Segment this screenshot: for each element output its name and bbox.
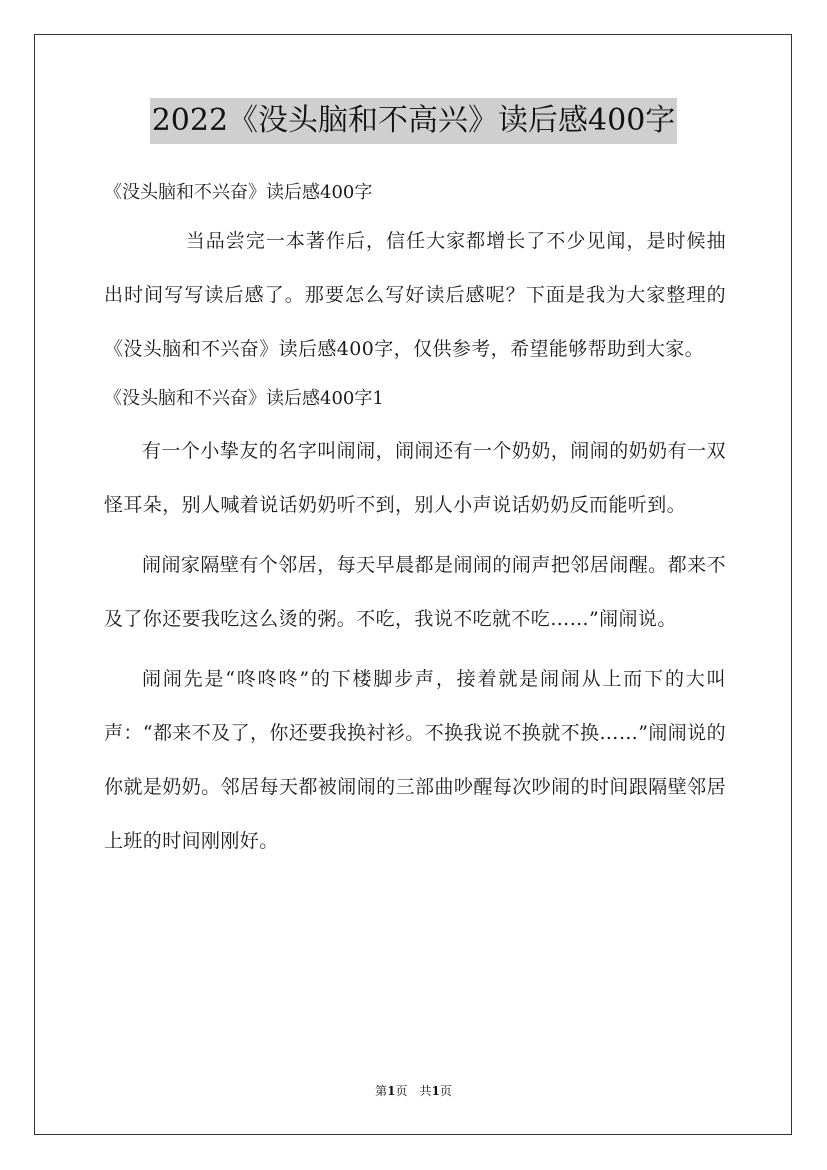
document-body	[104, 172, 726, 868]
page-number: 1	[387, 1084, 396, 1098]
page-label-mid: 页 共	[395, 1084, 432, 1098]
page-label-suffix: 页	[439, 1084, 452, 1098]
document-title: 2022《没头脑和不高兴》读后感400字	[150, 98, 678, 144]
body-paragraph: 闹闹先是“咚咚咚”的下楼脚步声，接着就是闹闹从上而下的大叫声：“都来不及了，你还要我换衬衫。不换我说不换就不换……”闹闹说的你就是奶奶。邻居每天都被闹闹的三部曲吵醒每次吵闹的时间跟隔壁邻居上班的时间刚刚好。	[104, 668, 726, 852]
page-total: 1	[431, 1084, 440, 1098]
page-label-prefix: 第	[375, 1084, 388, 1098]
section-subtitle: 《没头脑和不兴奋》读后感400字	[104, 182, 373, 203]
body-paragraph: 有一个小挚友的名字叫闹闹，闹闹还有一个奶奶，闹闹的奶奶有一双怪耳朵，别人喊着说话奶奶听不到，别人小声说话奶奶反而能听到。	[104, 440, 726, 516]
body-paragraph: 闹闹家隔壁有个邻居，每天早晨都是闹闹的闹声把邻居闹醒。都来不及了你还要我吃这么烫的粥。不吃，我说不吃就不吃……”闹闹说。	[104, 554, 726, 630]
title-container	[0, 98, 827, 144]
section-subtitle-1: 《没头脑和不兴奋》读后感400字1	[104, 388, 384, 409]
page-footer	[0, 1082, 827, 1099]
intro-paragraph: 当品尝完一本著作后，信任大家都增长了不少见闻，是时候抽出时间写写读后感了。那要怎么写好读后感呢？下面是我为大家整理的《没头脑和不兴奋》读后感400字，仅供参考，希望能够帮助到大家。	[104, 230, 726, 360]
